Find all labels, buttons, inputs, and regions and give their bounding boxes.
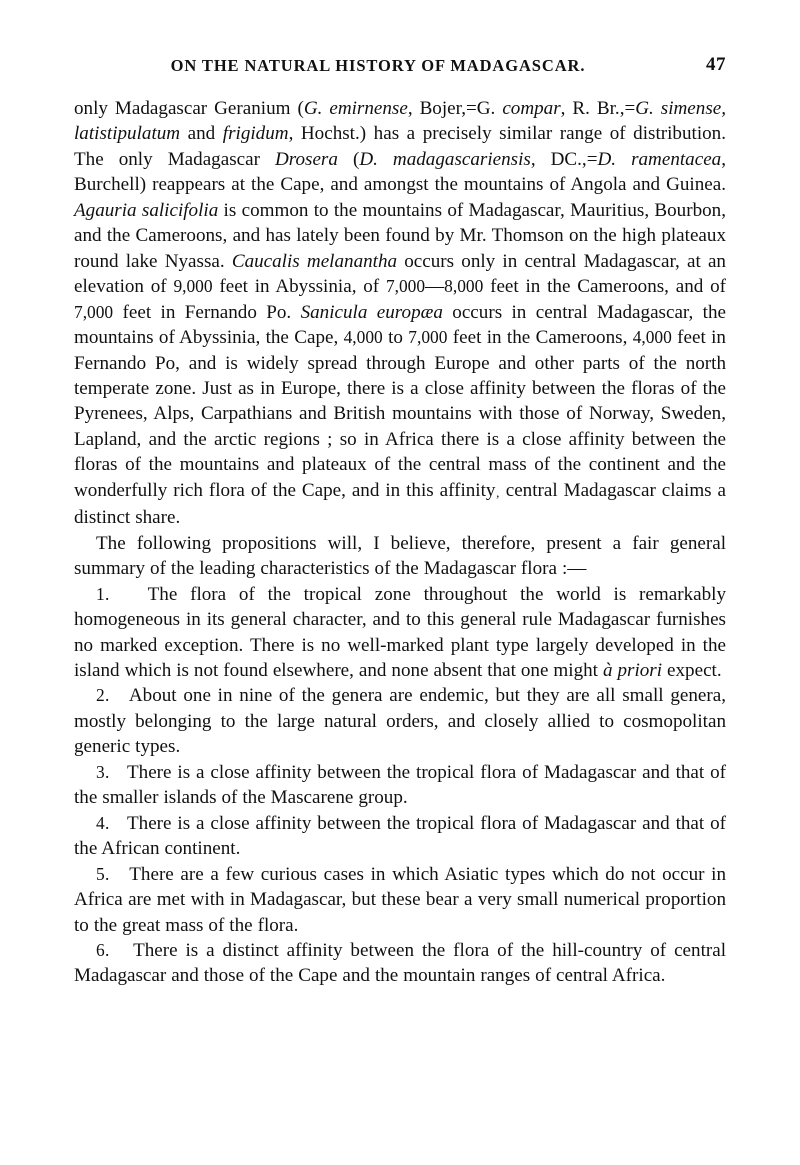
- proposition-text: There is a close affinity between the tropical flora of Madagascar and that of the smaller islands of the Mascarene group.: [74, 761, 726, 809]
- elevation-value: 7,000: [74, 301, 114, 322]
- elevation-value: 8,000: [444, 276, 484, 297]
- proposition-item-6: [74, 938, 726, 989]
- proposition-number: 5.: [96, 863, 110, 884]
- text-segment: is common to the mountains of Madagascar, Mauritius, Bourbon, and the Cameroons, and has lately been found by Mr. Thomson on the high plateaux round lake Nyassa.: [74, 199, 726, 272]
- proposition-number: 4.: [96, 812, 110, 833]
- species-name: D. madagascariensis: [359, 148, 531, 170]
- proposition-item-4: [74, 811, 726, 862]
- text-segment: , Hochst.) has a precisely similar range of distribution. The only Madagascar: [74, 123, 726, 170]
- paragraph-geranium: [74, 96, 726, 531]
- text-segment: (: [337, 148, 360, 170]
- page-number: 47: [706, 54, 726, 75]
- text-segment: , Bojer,=G.: [407, 98, 503, 119]
- text-segment: , R. Br.,=: [560, 98, 636, 119]
- elevation-value: 4,000: [632, 327, 672, 348]
- text-segment: to: [382, 327, 409, 349]
- proposition-number: 3.: [96, 761, 110, 782]
- text-segment: and: [180, 123, 223, 145]
- text-segment: feet in the Cameroons,: [447, 327, 633, 349]
- scan-artifact-mark: ‚: [495, 484, 500, 500]
- species-name: Caucalis melanantha: [231, 250, 398, 272]
- proposition-number: 6.: [96, 939, 110, 960]
- text-segment: occurs only in central Madagascar, at an elevation of: [74, 250, 726, 298]
- text-segment: feet in Abyssinia, of: [212, 276, 386, 298]
- text-segment: , Burchell) reappears at the Cape, and amongst the mountains of Angola and Guinea.: [74, 148, 726, 196]
- proposition-text: There are a few curious cases in which Asiatic types which do not occur in Africa are met with in Madagascar, but these bear a very small numerical proportion to the great mass of the flora.: [74, 863, 726, 936]
- text-segment: feet in Fernando Po.: [113, 301, 301, 323]
- species-name: Agauria salicifolia: [74, 199, 219, 221]
- proposition-item-3: [74, 760, 726, 811]
- text-segment: , DC.,=: [530, 148, 598, 170]
- proposition-text: The flora of the tropical zone throughout the world is remarkably homogeneous in its general character, and to this general rule Madagascar furnishes no marked exception. There is no well-marked plant type largely developed in the island which is not found elsewhere, and none absent that one might: [74, 583, 726, 681]
- text-segment: feet in Fernando Po, and is widely spread through Europe and other parts of the north temperate zone. Just as in Europe, there is a close affinity between the floras of the Pyrenees, Alps, Carpathians and British mountains with those of Norway, Sweden, Lapland, and the arctic regions ; so in Africa there is a close affinity between the floras of the mountains and plateaux of the central mass of the continent and the wonderfully rich flora of the Cape, and in this affinity: [74, 327, 726, 501]
- page-content: [74, 56, 726, 989]
- species-name: compar: [502, 98, 561, 119]
- paragraph-propositions-intro: The following propositions will, I believe, therefore, present a fair general summary of the leading characteristics of the Madagascar flora :—: [74, 532, 726, 580]
- proposition-number: 2.: [96, 685, 110, 706]
- running-header-title: ON THE NATURAL HISTORY OF MADAGASCAR.: [170, 56, 586, 75]
- species-name: Sanicula europæa: [300, 301, 443, 323]
- proposition-item-1: [74, 582, 726, 684]
- proposition-item-5: [74, 862, 726, 938]
- species-name: G. simense, latistipulatum: [74, 98, 727, 145]
- text-segment: only Madagascar Geranium (: [74, 98, 304, 119]
- proposition-item-2: [74, 683, 726, 759]
- genus-name: Drosera: [274, 148, 338, 170]
- elevation-value: 7,000: [385, 276, 426, 297]
- proposition-text-tail: expect.: [662, 659, 722, 681]
- elevation-value: 9,000: [173, 276, 213, 297]
- em-dash: —: [425, 276, 445, 298]
- running-header: [74, 56, 726, 90]
- text-segment: occurs in central Madagascar, the mountains of Abyssinia, the Cape,: [74, 301, 727, 349]
- text-segment: central Madagascar claims a distinct share.: [74, 479, 726, 529]
- species-name: frigidum: [222, 123, 289, 145]
- text-segment: feet in the Cameroons, and of: [483, 276, 726, 298]
- proposition-number: 1.: [96, 583, 110, 604]
- elevation-value: 7,000: [408, 327, 448, 348]
- proposition-text: There is a distinct affinity between the flora of the hill-country of central Madagascar and those of the Cape and the mountain ranges of central Africa.: [74, 939, 727, 987]
- species-name: D. ramentacea: [597, 148, 722, 170]
- elevation-value: 4,000: [343, 327, 383, 348]
- latin-phrase: à priori: [602, 659, 663, 681]
- proposition-text: About one in nine of the genera are endemic, but they are all small genera, mostly belonging to the large natural orders, and closely allied to cosmopolitan generic types.: [74, 685, 726, 758]
- species-name: G. emirnense: [303, 98, 408, 119]
- proposition-text: There is a close affinity between the tropical flora of Madagascar and that of the African continent.: [74, 812, 726, 860]
